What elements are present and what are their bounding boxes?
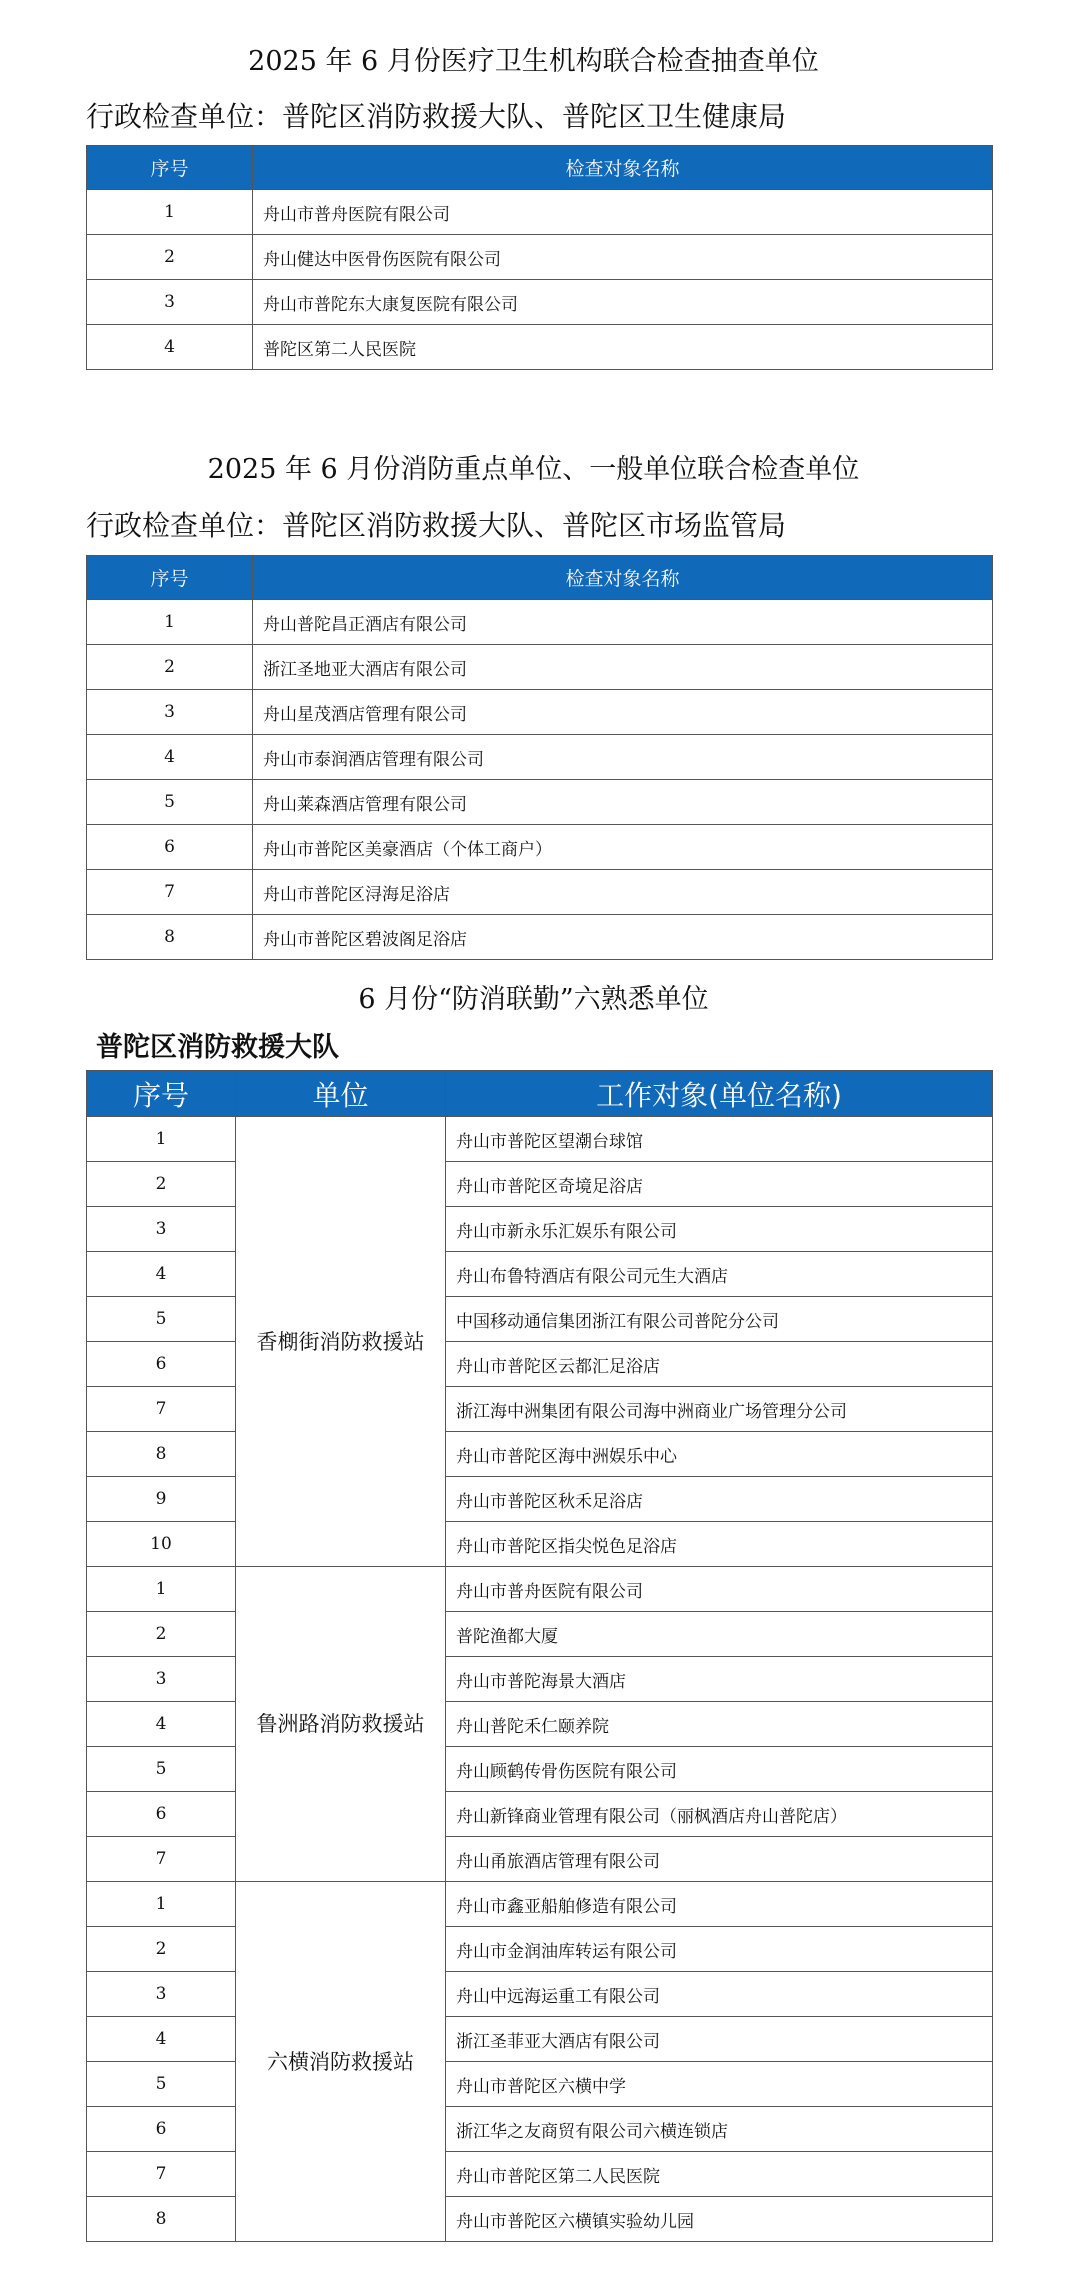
row-number: 3 [87, 1657, 236, 1702]
row-number: 1 [87, 1882, 236, 1927]
row-number: 5 [87, 2062, 236, 2107]
table-row [87, 1567, 993, 1612]
row-number: 4 [87, 1702, 236, 1747]
table-row [87, 1387, 993, 1432]
table-header-row [87, 146, 993, 190]
section2-subtitle: 行政检查单位：普陀区消防救援大队、普陀区市场监管局 [86, 509, 787, 542]
table-header-row [87, 556, 993, 600]
header-no: 序号 [87, 556, 253, 600]
row-number: 9 [87, 1477, 236, 1522]
table-row [87, 2062, 993, 2107]
row-number: 8 [87, 915, 253, 960]
header-target: 工作对象(单位名称) [446, 1071, 993, 1117]
table-row [87, 2152, 993, 2197]
table-row [87, 325, 993, 370]
row-name: 舟山布鲁特酒店有限公司元生大酒店 [446, 1252, 993, 1297]
section3-subtitle: 普陀区消防救援大队 [96, 1032, 339, 1063]
table-row [87, 1747, 993, 1792]
row-number: 3 [87, 1207, 236, 1252]
table-header-row [87, 1071, 993, 1117]
table-row [87, 1252, 993, 1297]
table-row [87, 1972, 993, 2017]
table-row [87, 190, 993, 235]
row-name: 舟山市普陀区第二人民医院 [446, 2152, 993, 2197]
row-number: 7 [87, 870, 253, 915]
row-number: 3 [87, 1972, 236, 2017]
row-number: 1 [87, 1567, 236, 1612]
table-row [87, 1162, 993, 1207]
row-number: 1 [87, 600, 253, 645]
row-name: 舟山市普陀区浔海足浴店 [253, 870, 993, 915]
row-number: 5 [87, 1747, 236, 1792]
row-number: 3 [87, 690, 253, 735]
table-row [87, 870, 993, 915]
table-row [87, 1657, 993, 1702]
row-name: 舟山市普陀区云都汇足浴店 [446, 1342, 993, 1387]
header-name: 检查对象名称 [253, 556, 993, 600]
row-number: 7 [87, 1837, 236, 1882]
header-name: 检查对象名称 [253, 146, 993, 190]
row-name: 舟山市普陀区指尖悦色足浴店 [446, 1522, 993, 1567]
row-name: 舟山莱森酒店管理有限公司 [253, 780, 993, 825]
row-name: 舟山市普陀区奇境足浴店 [446, 1162, 993, 1207]
row-number: 7 [87, 2152, 236, 2197]
header-unit: 单位 [236, 1071, 446, 1117]
row-name: 舟山市普陀区六横镇实验幼儿园 [446, 2197, 993, 2242]
table-row [87, 1702, 993, 1747]
section1-title: 2025 年 6 月份医疗卫生机构联合检查抽查单位 [248, 46, 819, 77]
row-name: 舟山市普陀区望潮台球馆 [446, 1117, 993, 1162]
row-name: 舟山市泰润酒店管理有限公司 [253, 735, 993, 780]
row-name: 舟山市普陀区六横中学 [446, 2062, 993, 2107]
table-row [87, 690, 993, 735]
row-name: 舟山市普陀区碧波阁足浴店 [253, 915, 993, 960]
table-row [87, 1342, 993, 1387]
row-name: 舟山星茂酒店管理有限公司 [253, 690, 993, 735]
table-row [87, 1432, 993, 1477]
table-row [87, 1522, 993, 1567]
table-row [87, 780, 993, 825]
row-number: 4 [87, 1252, 236, 1297]
table-row [87, 645, 993, 690]
row-name: 舟山健达中医骨伤医院有限公司 [253, 235, 993, 280]
row-name: 舟山甬旅酒店管理有限公司 [446, 1837, 993, 1882]
table-row [87, 915, 993, 960]
section3-title: 6 月份“防消联勤”六熟悉单位 [358, 984, 709, 1015]
table-row [87, 1882, 993, 1927]
row-name: 舟山新锋商业管理有限公司（丽枫酒店舟山普陀店） [446, 1792, 993, 1837]
row-number: 2 [87, 1927, 236, 1972]
row-number: 3 [87, 280, 253, 325]
row-name: 舟山市普陀区美豪酒店（个体工商户） [253, 825, 993, 870]
row-name: 浙江圣地亚大酒店有限公司 [253, 645, 993, 690]
table-row [87, 1477, 993, 1522]
row-number: 1 [87, 1117, 236, 1162]
table-row [87, 1792, 993, 1837]
station-name: 香樃街消防救援站 [236, 1117, 446, 1567]
row-name: 舟山市普陀区海中洲娱乐中心 [446, 1432, 993, 1477]
row-name: 浙江华之友商贸有限公司六横连锁店 [446, 2107, 993, 2152]
station-name: 鲁洲路消防救援站 [236, 1567, 446, 1882]
station-name: 六横消防救援站 [236, 1882, 446, 2242]
row-name: 舟山市普陀东大康复医院有限公司 [253, 280, 993, 325]
table-row [87, 825, 993, 870]
section1-table [86, 145, 993, 370]
table-row [87, 280, 993, 325]
row-number: 2 [87, 235, 253, 280]
row-number: 5 [87, 780, 253, 825]
table-row [87, 1927, 993, 1972]
row-number: 10 [87, 1522, 236, 1567]
table-row [87, 1612, 993, 1657]
row-number: 8 [87, 1432, 236, 1477]
row-name: 舟山顾鹤传骨伤医院有限公司 [446, 1747, 993, 1792]
table-row [87, 2197, 993, 2242]
row-name: 舟山市普陀海景大酒店 [446, 1657, 993, 1702]
row-name: 舟山市普陀区秋禾足浴店 [446, 1477, 993, 1522]
row-number: 7 [87, 1387, 236, 1432]
row-number: 8 [87, 2197, 236, 2242]
section2-table [86, 555, 993, 960]
table-row [87, 2107, 993, 2152]
row-number: 6 [87, 1342, 236, 1387]
row-name: 浙江圣菲亚大酒店有限公司 [446, 2017, 993, 2062]
row-number: 6 [87, 825, 253, 870]
row-name: 舟山市金润油库转运有限公司 [446, 1927, 993, 1972]
header-no: 序号 [87, 1071, 236, 1117]
row-number: 6 [87, 2107, 236, 2152]
section3-table [86, 1070, 993, 2242]
section1-subtitle: 行政检查单位：普陀区消防救援大队、普陀区卫生健康局 [86, 100, 787, 133]
table-row [87, 1207, 993, 1252]
table-row [87, 235, 993, 280]
table-row [87, 1837, 993, 1882]
row-number: 2 [87, 1612, 236, 1657]
table-row [87, 2017, 993, 2062]
row-number: 2 [87, 1162, 236, 1207]
row-name: 舟山市普舟医院有限公司 [253, 190, 993, 235]
row-number: 2 [87, 645, 253, 690]
row-name: 普陀渔都大厦 [446, 1612, 993, 1657]
row-name: 舟山市新永乐汇娱乐有限公司 [446, 1207, 993, 1252]
table-row [87, 1297, 993, 1342]
row-name: 舟山中远海运重工有限公司 [446, 1972, 993, 2017]
header-no: 序号 [87, 146, 253, 190]
row-number: 4 [87, 325, 253, 370]
row-number: 5 [87, 1297, 236, 1342]
section2-title: 2025 年 6 月份消防重点单位、一般单位联合检查单位 [207, 454, 860, 485]
table-row [87, 600, 993, 645]
row-name: 舟山普陀昌正酒店有限公司 [253, 600, 993, 645]
row-name: 中国移动通信集团浙江有限公司普陀分公司 [446, 1297, 993, 1342]
row-number: 4 [87, 2017, 236, 2062]
row-number: 4 [87, 735, 253, 780]
row-name: 舟山普陀禾仁颐养院 [446, 1702, 993, 1747]
table-row [87, 1117, 993, 1162]
row-name: 浙江海中洲集团有限公司海中洲商业广场管理分公司 [446, 1387, 993, 1432]
row-number: 1 [87, 190, 253, 235]
row-name: 普陀区第二人民医院 [253, 325, 993, 370]
row-name: 舟山市鑫亚船舶修造有限公司 [446, 1882, 993, 1927]
row-number: 6 [87, 1792, 236, 1837]
row-name: 舟山市普舟医院有限公司 [446, 1567, 993, 1612]
table-row [87, 735, 993, 780]
